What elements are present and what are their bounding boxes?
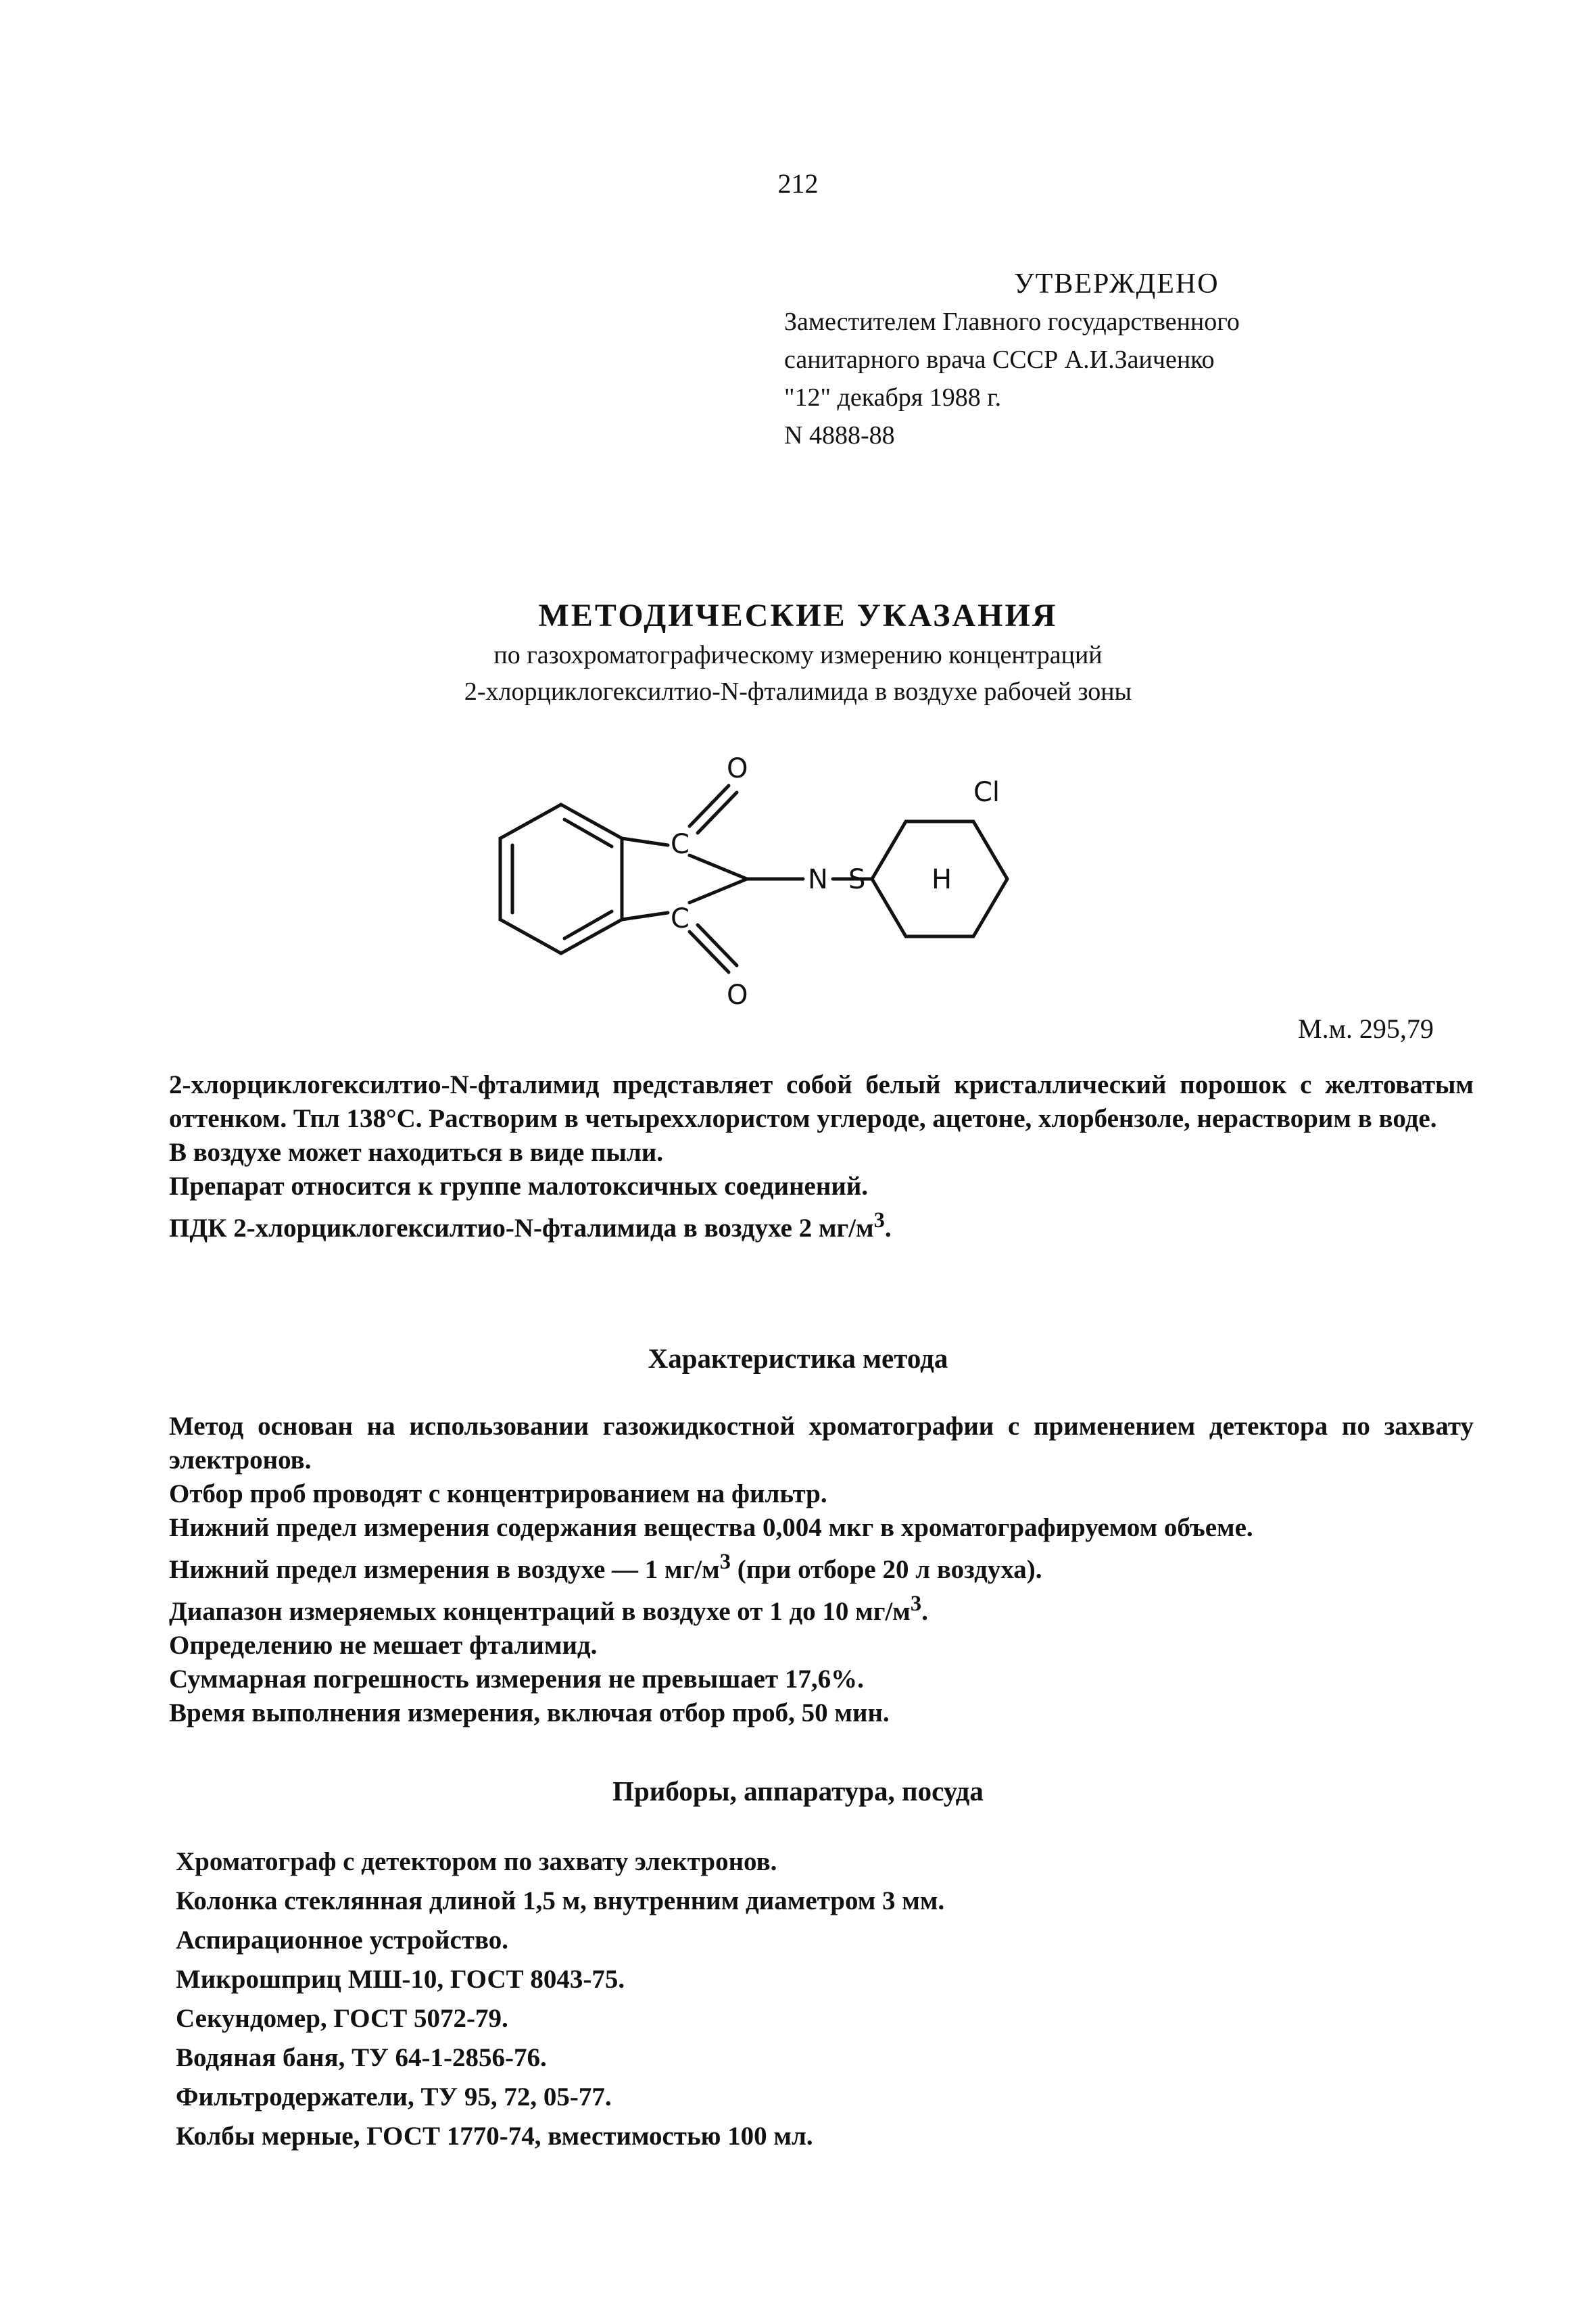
list-item: Колонка стеклянная длиной 1,5 м, внутренним диаметром 3 мм. xyxy=(176,1886,945,1915)
method-paragraph: Суммарная погрешность измерения не превышает 17,6%. xyxy=(169,1665,864,1694)
benzene-ring xyxy=(500,805,622,953)
list-item: Секундомер, ГОСТ 5072-79. xyxy=(176,2004,508,2033)
atom-cl: Cl xyxy=(973,777,1000,808)
atom-c-top: C xyxy=(671,829,690,860)
approval-stamp xyxy=(784,265,1240,454)
method-paragraph: Диапазон измеряемых концентраций в воздухе от 1 до 10 $мг/м^3$. xyxy=(169,1592,928,1626)
section-title-method: Характеристика метода xyxy=(648,1343,948,1374)
list-item: Микрошприц МШ-10, ГОСТ 8043-75. xyxy=(176,1965,625,1994)
benzene-double-bond xyxy=(564,819,612,846)
intro-paragraph-mac: ПДК 2-хлорциклогексилтио-N-фталимида в воздухе 2 $мг/м^3$. xyxy=(169,1208,892,1243)
atom-n: N xyxy=(808,864,828,895)
title-line-2: по газохроматографическому измерению концентраций xyxy=(493,641,1103,669)
molecular-weight: М.м. 295,79 xyxy=(1298,1013,1434,1044)
method-paragraph: Нижний предел измерения содержания вещества 0,004 мкг в хроматографируемом объеме. xyxy=(169,1513,1253,1542)
list-item: Колбы мерные, ГОСТ 1770-74, вместимостью 100 мл. xyxy=(176,2122,813,2151)
approval-line: санитарного врача СССР А.И.Заиченко xyxy=(784,345,1215,374)
document-title xyxy=(0,595,1596,710)
atom-o-top: O xyxy=(727,753,748,784)
intro-paragraph: В воздухе может находиться в виде пыли. xyxy=(169,1138,664,1167)
method-paragraph: Время выполнения измерения, включая отбор проб, 50 мин. xyxy=(169,1698,890,1727)
title-main: МЕТОДИЧЕСКИЕ УКАЗАНИЯ xyxy=(538,598,1058,634)
approval-line: Заместителем Главного государственного xyxy=(784,308,1240,336)
method-text xyxy=(169,1410,1474,1730)
method-paragraph: Нижний предел измерения в воздухе — 1 $мг/м^3$ (при отборе 20 л воздуха). xyxy=(169,1550,1042,1584)
atom-h: H xyxy=(932,864,952,895)
chemical-structure xyxy=(473,750,1136,1021)
atom-o-bottom: O xyxy=(727,980,748,1011)
list-item: Фильтродержатели, ТУ 95, 72, 05-77. xyxy=(176,2082,612,2111)
method-paragraph: Определению не мешает фталимид. xyxy=(169,1631,598,1660)
approval-line: "12" декабря 1988 г. xyxy=(784,383,1002,412)
list-item: Аспирационное устройство. xyxy=(176,1926,508,1955)
approval-header: УТВЕРЖДЕНО xyxy=(1014,268,1219,300)
method-paragraph: Отбор проб проводят с концентрированием на фильтр. xyxy=(169,1479,827,1508)
atom-c-bottom: C xyxy=(671,903,690,934)
title-line-3: 2-хлорциклогексилтио-N-фталимида в воздухе рабочей зоны xyxy=(464,677,1132,706)
equipment-list xyxy=(176,1842,1460,2156)
intro-paragraph: Препарат относится к группе малотоксичных соединений. xyxy=(169,1172,869,1201)
list-item: Хроматограф с детектором по захвату электронов. xyxy=(176,1847,777,1876)
list-item: Водяная баня, ТУ 64-1-2856-76. xyxy=(176,2043,547,2072)
atom-s: S xyxy=(848,864,866,895)
benzene-double-bond xyxy=(564,911,612,938)
intro-text xyxy=(169,1068,1474,1245)
method-paragraph: Метод основан на использовании газожидкостной хроматографии с применением детектора по захвату электронов. xyxy=(169,1412,1474,1475)
section-title-equipment: Приборы, аппаратура, посуда xyxy=(612,1775,984,1807)
intro-paragraph: 2-хлорциклогексилтио-N-фталимид представляет собой белый кристаллический порошок с желтоватым оттенком. Тпл 138°С. Растворим в четыреххлористом углероде, ацетоне, хлорбензоле, нерастворим в воде. xyxy=(169,1070,1474,1133)
page-number: 212 xyxy=(777,168,819,199)
approval-line: N 4888-88 xyxy=(784,421,895,450)
